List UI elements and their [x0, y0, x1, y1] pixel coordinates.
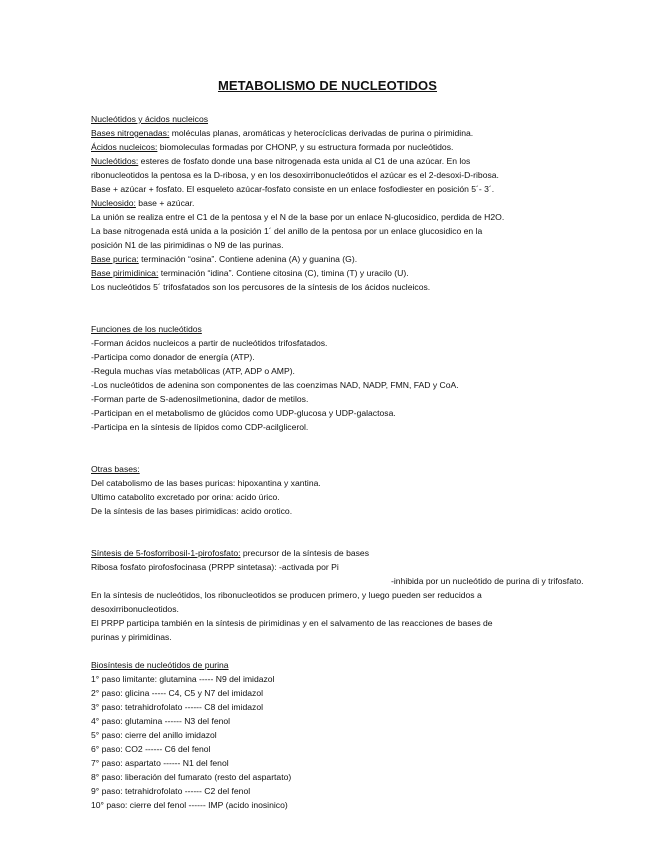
term-text: moléculas planas, aromáticas y heterocíclicas derivadas de purina o pirimidina.: [169, 128, 474, 138]
enzyme-name: Ribosa fosfato pirofosfocinasa (PRPP sintetasa):: [91, 562, 277, 572]
heading-tail: precursor de la síntesis de bases: [240, 548, 370, 558]
step-item: 3° paso: tetrahidrofolato ------ C8 del imidazol: [91, 702, 264, 712]
paragraph-line: [91, 266, 571, 280]
paragraph-line: Base + azúcar + fosfato. El esqueleto azúcar-fosfato consiste en un enlace fosfodiester en posición 5´- 3´.: [91, 184, 495, 194]
list-item: Ultimo catabolito excretado por orina: acido úrico.: [91, 492, 280, 502]
list-item: -Regula muchas vías metabólicas (ATP, ADP o AMP).: [91, 366, 295, 376]
step-item: 7° paso: aspartato ------ N1 del fenol: [91, 758, 229, 768]
section-heading-otras-bases: Otras bases:: [91, 464, 140, 474]
step-item: 10° paso: cierre del fenol ------ IMP (acido inosinico): [91, 800, 288, 810]
term-label: Bases nitrogenadas:: [91, 128, 170, 138]
list-item: -Forman parte de S-adenosilmetionina, dador de metilos.: [91, 394, 309, 404]
spacer: [91, 294, 571, 308]
step-item: 6° paso: CO2 ------ C6 del fenol: [91, 744, 211, 754]
paragraph-line: [91, 560, 571, 574]
spacer: [91, 644, 571, 658]
paragraph-line: La base nitrogenada está unida a la posición 1´ del anillo de la pentosa por un enlace glucosidico en la: [91, 226, 483, 236]
paragraph-line: posición N1 de las pirimidinas o N9 de las purinas.: [91, 240, 284, 250]
spacer: [91, 532, 571, 546]
term-label: Base pirimidinica:: [91, 268, 159, 278]
enzyme-regulation: -activada por Pi: [276, 562, 339, 572]
list-item: De la síntesis de las bases pirimidicas: acido orotico.: [91, 506, 293, 516]
section-heading-nucleotidos: Nucleótidos y ácidos nucleicos: [91, 114, 209, 124]
paragraph-line: [91, 140, 571, 154]
paragraph-line: ribonucleotidos la pentosa es la D-ribosa, y en los desoxirribonucleótidos el azúcar es el 2-desoxi-D-ribosa.: [91, 170, 499, 180]
paragraph-line: purinas y pirimidinas.: [91, 632, 172, 642]
term-label: Nucleosido:: [91, 198, 136, 208]
spacer: [91, 434, 571, 448]
term-text: terminación “osina”. Contiene adenina (A) y guanina (G).: [138, 254, 358, 264]
paragraph-line: -inhibida por un nucleótido de purina di y trifosfato.: [391, 576, 584, 586]
spacer: [91, 518, 571, 532]
list-item: -Forman ácidos nucleicos a partir de nucleótidos trifosfatados.: [91, 338, 328, 348]
term-text: biomoleculas formadas por CHONP, y su estructura formada por nucleótidos.: [157, 142, 454, 152]
paragraph-line: [91, 196, 571, 210]
section-heading-biosintesis: Biosíntesis de nucleótidos de purina: [91, 660, 229, 670]
paragraph-line: La unión se realiza entre el C1 de la pentosa y el N de la base por un enlace N-glucosidico, perdida de H2O.: [91, 212, 505, 222]
step-item: 9° paso: tetrahidrofolato ------ C2 del fenol: [91, 786, 251, 796]
step-item: 5° paso: cierre del anillo imidazol: [91, 730, 217, 740]
spacer: [91, 308, 571, 322]
spacer: [91, 448, 571, 462]
list-item: -Participa como donador de energía (ATP).: [91, 352, 255, 362]
term-text: esteres de fosfato donde una base nitrogenada esta unida al C1 de una azúcar. En los: [138, 156, 471, 166]
paragraph-line: En la síntesis de nucleótidos, los ribonucleotidos se producen primero, y luego pueden ser reducidos a: [91, 590, 482, 600]
paragraph-line: [91, 154, 571, 168]
heading-label: Síntesis de 5-fosforribosil-1-pirofosfato:: [91, 548, 241, 558]
term-text: base + azúcar.: [135, 198, 195, 208]
paragraph-line: [91, 126, 571, 140]
step-item: 1° paso limitante: glutamina ----- N9 del imidazol: [91, 674, 275, 684]
term-text: terminación “idina”. Contiene citosina (C), timina (T) y uracilo (U).: [158, 268, 409, 278]
step-item: 4° paso: glutamina ------ N3 del fenol: [91, 716, 231, 726]
section-heading-funciones: Funciones de los nucleótidos: [91, 324, 202, 334]
paragraph-line: desoxirribonucleotidos.: [91, 604, 179, 614]
step-item: 8° paso: liberación del fumarato (resto del aspartato): [91, 772, 292, 782]
step-item: 2° paso: glicina ----- C4, C5 y N7 del imidazol: [91, 688, 264, 698]
term-label: Ácidos nucleicos:: [91, 142, 158, 152]
list-item: Del catabolismo de las bases puricas: hipoxantina y xantina.: [91, 478, 321, 488]
document-body: [91, 112, 584, 812]
list-item: -Participa en la síntesis de lípidos como CDP-acilglicerol.: [91, 422, 309, 432]
document-title: METABOLISMO DE NUCLEOTIDOS: [217, 78, 438, 93]
paragraph-line: [91, 252, 571, 266]
list-item: -Participan en el metabolismo de glúcidos como UDP-glucosa y UDP-galactosa.: [91, 408, 396, 418]
paragraph-line: Los nucleótidos 5´ trifosfatados son los percusores de la síntesis de los ácidos nucleicos.: [91, 282, 431, 292]
paragraph-line: El PRPP participa también en la síntesis de pirimidinas y en el salvamento de las reacciones de bases de: [91, 618, 493, 628]
section-heading-prpp: [91, 546, 571, 560]
list-item: -Los nucleótidos de adenina son componentes de las coenzimas NAD, NADP, FMN, FAD y CoA.: [91, 380, 459, 390]
term-label: Base purica:: [91, 254, 139, 264]
term-label: Nucleótidos:: [91, 156, 139, 166]
